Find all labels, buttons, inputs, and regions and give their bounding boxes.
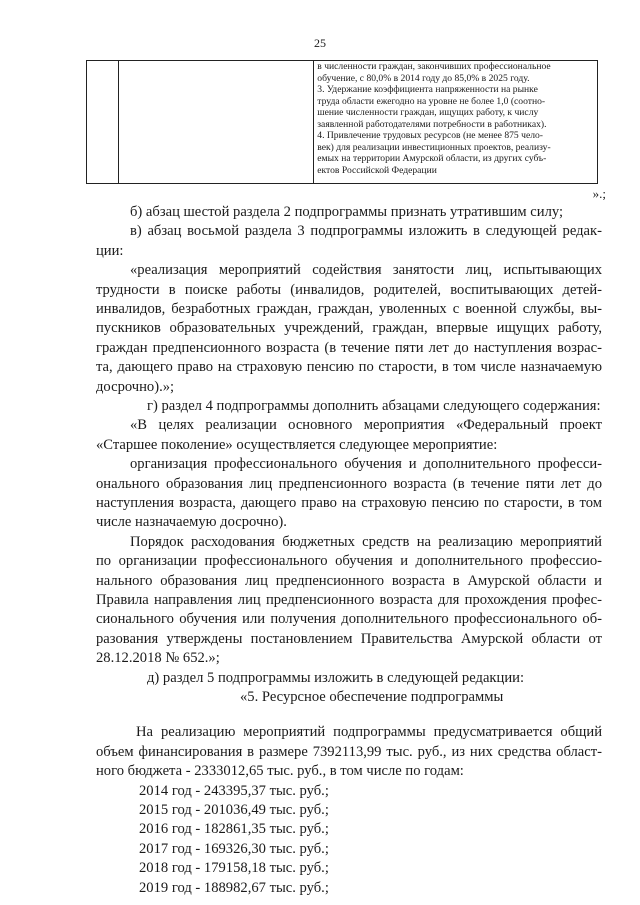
paragraph-line: Порядок расходования бюджетных средств на реализацию мероприятий bbox=[130, 533, 602, 550]
table-cell-line: емых на территории Амурской области, из других субъ- bbox=[317, 153, 547, 164]
paragraph-line: д) раздел 5 подпрограммы изложить в следующей редакции: bbox=[147, 669, 524, 686]
table-cell-line: ектов Российской Федерации bbox=[317, 164, 437, 176]
paragraph-line: сионального обучения или получения дополнительного профессионального об- bbox=[96, 611, 602, 628]
paragraph-line: «реализация мероприятий содействия занятости лиц, испытывающих bbox=[130, 262, 602, 279]
closing-quote: ».; bbox=[592, 186, 606, 201]
paragraph-line: «Старшее поколение» осуществляется следующее мероприятие: bbox=[96, 436, 498, 453]
table-cell-indicators bbox=[314, 61, 598, 184]
paragraph-line: нального образования лиц предпенсионного возраста в Амурской области и bbox=[96, 572, 602, 589]
year-line: 2019 год - 188982,67 тыс. руб.; bbox=[139, 879, 329, 896]
table-cell-line: обучение, с 80,0% в 2014 году до 85,0% в 2025 году. bbox=[317, 72, 530, 84]
paragraph-line: досрочно).»; bbox=[96, 378, 175, 395]
table-cell-line: 3. Удержание коэффициента напряженности на рынке bbox=[317, 84, 538, 95]
year-line: 2016 год - 182861,35 тыс. руб.; bbox=[139, 821, 329, 838]
paragraph-line: пускников образовательных учреждений, граждан, впервые ищущих работу, bbox=[96, 320, 602, 337]
paragraph-line: 28.12.2018 № 652.»; bbox=[96, 650, 220, 667]
section-heading: «5. Ресурсное обеспечение подпрограммы bbox=[240, 689, 504, 705]
table-cell-line: заявленной работодателями потребности в работниках). bbox=[317, 118, 547, 130]
paragraph-line: в) абзац восьмой раздела 3 подпрограммы изложить в следующей редак- bbox=[130, 223, 602, 240]
table-fragment bbox=[86, 60, 598, 184]
paragraph-line: по организации профессионального обучения и дополнительного профессио- bbox=[96, 553, 602, 570]
paragraph-line: инвалидов, безработных граждан, граждан, уволенных с военной службы, вы- bbox=[96, 301, 602, 317]
paragraph-line: ного бюджета - 2333012,65 тыс. руб., в том числе по годам: bbox=[96, 763, 464, 780]
paragraph-line: онального образования лиц предпенсионного возраста (в течение пяти лет до bbox=[96, 475, 602, 492]
paragraph-line: та, дающего право на страховую пенсию по старости, в том числе назначаемую bbox=[96, 359, 602, 376]
paragraph-line: «В целях реализации основного мероприятия «Федеральный проект bbox=[130, 417, 602, 434]
year-line: 2017 год - 169326,30 тыс. руб.; bbox=[139, 840, 329, 857]
table-cell-number bbox=[87, 61, 119, 184]
paragraph-line: Правила направления лиц предпенсионного возраста для прохождения профес- bbox=[96, 592, 602, 608]
table-cell-line: век) для реализации инвестиционных проектов, реализу- bbox=[317, 141, 551, 153]
paragraph-line: ции: bbox=[96, 242, 124, 259]
table-cell-name bbox=[119, 61, 314, 184]
table-cell-line: шение численности граждан, ищущих работу, к числу bbox=[317, 107, 539, 118]
year-line: 2018 год - 179158,18 тыс. руб.; bbox=[139, 860, 329, 877]
paragraph-line: б) абзац шестой раздела 2 подпрограммы признать утратившим силу; bbox=[130, 204, 564, 220]
year-line: 2015 год - 201036,49 тыс. руб.; bbox=[139, 802, 329, 818]
paragraph-line: числе назначаемую досрочно). bbox=[96, 514, 287, 531]
table-cell-line: 4. Привлечение трудовых ресурсов (не менее 875 чело- bbox=[317, 130, 543, 141]
paragraph-line: трудности в поиске работы (инвалидов, родителей, воспитывающих детей- bbox=[96, 281, 602, 298]
page-number: 25 bbox=[314, 36, 326, 50]
paragraph-line: наступления возраста, дающего право на страховую пенсию по старости, в том bbox=[96, 495, 602, 511]
paragraph-line: разования утверждены постановлением Правительства Амурской области от bbox=[96, 630, 602, 647]
paragraph-line: организация профессионального обучения и дополнительного професси- bbox=[130, 456, 602, 473]
table-cell-line: в численности граждан, закончивших профессиональное bbox=[317, 61, 551, 72]
paragraph-line: граждан предпенсионного возраста (в течение пяти лет до наступления возрас- bbox=[96, 339, 602, 356]
paragraph-line: объем финансирования в размере 7392113,99 тыс. руб., из них средства област- bbox=[96, 743, 602, 760]
year-line: 2014 год - 243395,37 тыс. руб.; bbox=[139, 782, 329, 799]
paragraph-line: На реализацию мероприятий подпрограммы предусматривается общий bbox=[136, 724, 602, 741]
paragraph-line: г) раздел 4 подпрограммы дополнить абзацами следующего содержания: bbox=[147, 398, 601, 414]
table-cell-line: труда области ежегодно на уровне не более 1,0 (соотно- bbox=[317, 95, 546, 107]
